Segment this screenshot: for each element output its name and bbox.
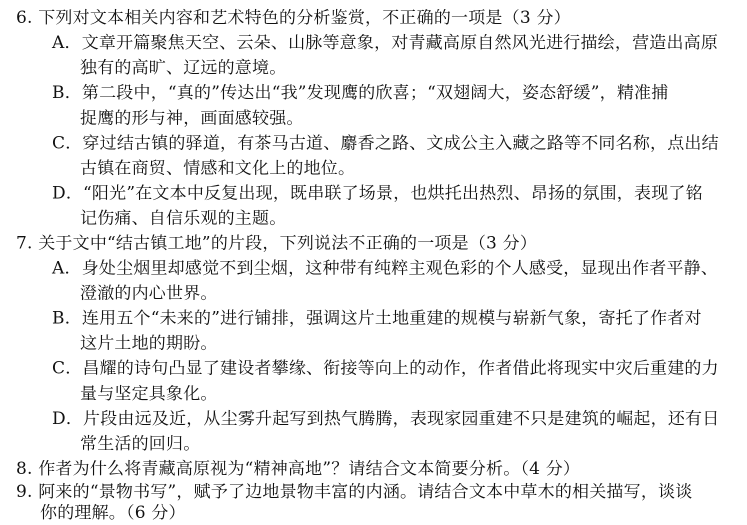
- option-a-line-2: [80, 58, 286, 79]
- option-text: 第二段中，“真的”传达出“我”发现鹰的欣喜；“双翅阔大，姿态舒缓”，精准捕: [81, 83, 669, 104]
- option-a-line-2: [80, 283, 218, 304]
- question-9-stem-line-1: [16, 482, 692, 503]
- option-text: 记伤痛、自信乐观的主题。: [80, 209, 287, 229]
- option-letter: B．: [52, 309, 82, 329]
- option-letter: B．: [52, 83, 82, 104]
- option-b-line-1: [52, 308, 702, 329]
- option-text: 量与坚定具象化。: [80, 384, 218, 404]
- question-7-stem-line: [16, 233, 537, 254]
- option-text: 身处尘烟里却感觉不到尘烟，这种带有纯粹主观色彩的个人感受，显现出作者平静、: [81, 259, 719, 279]
- option-c-line-1: [52, 358, 719, 379]
- option-b-line-2: [80, 108, 304, 129]
- option-letter: C．: [52, 359, 83, 379]
- question-8-stem-line: [16, 458, 580, 479]
- option-a-line-1: [52, 33, 718, 54]
- option-text: 连用五个“未来的”进行铺排，强调这片土地重建的规模与崭新气象，寄托了作者对: [81, 309, 702, 329]
- option-c-line-1: [52, 133, 719, 154]
- option-text: 古镇在商贸、情感和文化上的地位。: [80, 158, 356, 179]
- option-text: 这片土地的期盼。: [80, 334, 218, 354]
- option-b-line-2: [80, 333, 218, 354]
- option-d-line-1: [52, 183, 703, 204]
- question-stem: 作者为什么将青藏高原视为“精神高地”？请结合文本简要分析。（4 分）: [38, 459, 581, 479]
- option-letter: D．: [52, 409, 84, 429]
- option-c-line-2: [80, 158, 355, 179]
- option-d-line-2: [80, 433, 200, 454]
- option-text: 穿过结古镇的驿道，有茶马古道、麝香之路、文成公主入藏之路等不同名称，点出结: [82, 133, 719, 154]
- question-stem: 你的理解。（6 分）: [40, 503, 186, 524]
- option-letter: A．: [52, 259, 82, 279]
- option-text: 澄澈的内心世界。: [80, 284, 218, 304]
- question-stem: 关于文中“结古镇工地”的片段，下列说法不正确的一项是（3 分）: [38, 234, 538, 254]
- question-number: 9.: [16, 482, 33, 502]
- option-letter: C．: [52, 133, 83, 154]
- option-text: 独有的高旷、辽远的意境。: [80, 58, 287, 79]
- option-a-line-1: [52, 258, 718, 279]
- option-text: 文章开篇聚焦天空、云朵、山脉等意象，对青藏高原自然风光进行描绘，营造出高原: [81, 33, 719, 53]
- question-number: 6.: [16, 8, 33, 28]
- option-letter: D．: [52, 183, 84, 204]
- option-text: 常生活的回归。: [80, 434, 201, 454]
- question-number: 7.: [16, 234, 33, 254]
- option-text: 昌耀的诗句凸显了建设者攀缘、衔接等向上的动作，作者借此将现实中灾后重建的力: [82, 359, 719, 379]
- option-d-line-1: [52, 408, 719, 429]
- question-6-stem-line: [16, 8, 571, 29]
- option-b-line-1: [52, 83, 668, 104]
- option-d-line-2: [80, 208, 286, 229]
- option-letter: A．: [52, 33, 82, 53]
- option-text: 捉鹰的形与神，画面感较强。: [80, 108, 304, 129]
- option-c-line-2: [80, 383, 218, 404]
- question-9-stem-line-2: [40, 503, 186, 524]
- option-text: 片段由远及近，从尘雾升起写到热气腾腾，表现家园重建不只是建筑的崛起，还有日: [83, 409, 720, 429]
- option-text: “阳光”在文本中反复出现，既串联了场景，也烘托出热烈、昂扬的氛围，表现了铭: [83, 183, 703, 204]
- question-number: 8.: [16, 459, 33, 479]
- question-stem: 下列对文本相关内容和艺术特色的分析鉴赏，不正确的一项是（3 分）: [38, 8, 571, 28]
- question-stem: 阿来的“景物书写”，赋予了边地景物丰富的内涵。请结合文本中草木的相关描写，谈谈: [38, 482, 693, 502]
